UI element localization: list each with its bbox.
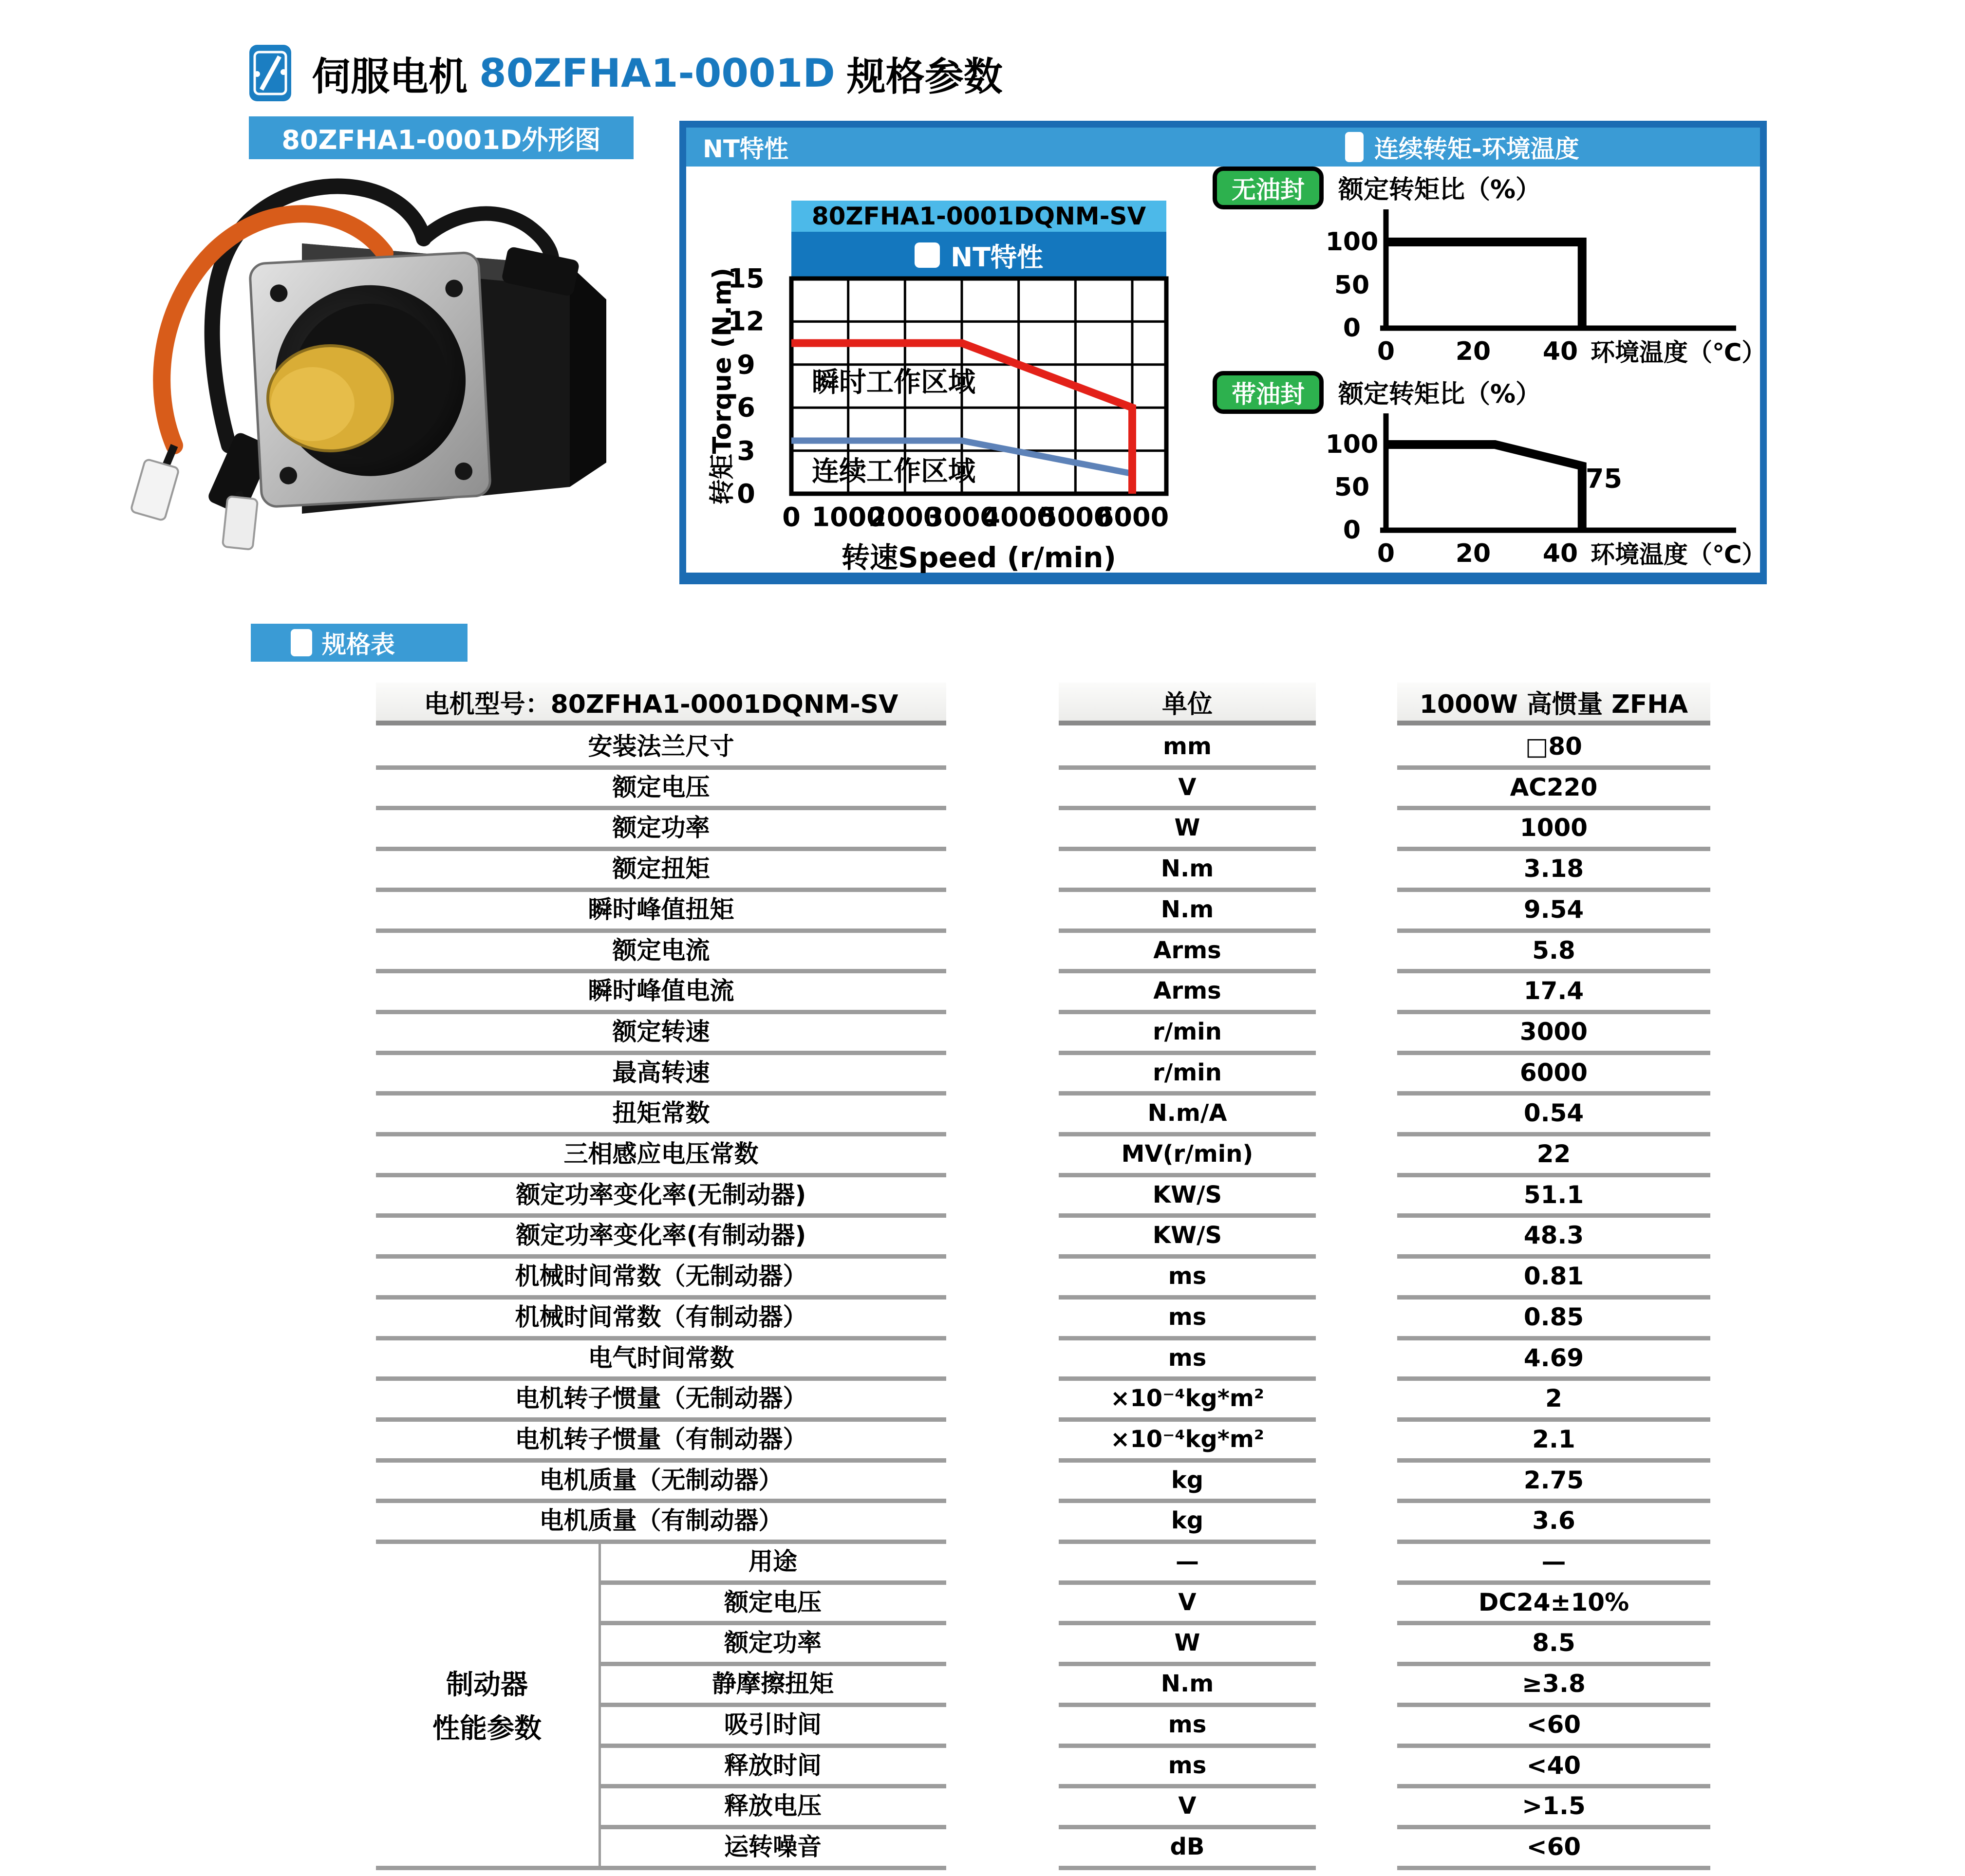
spec-row-unit: ms [1168, 1303, 1207, 1331]
nt-region-label: 瞬时工作区域 [812, 367, 975, 399]
spec-row-value: 3.6 [1532, 1506, 1575, 1535]
spec-row-name: 机械时间常数（无制动器） [515, 1262, 807, 1291]
nt-x-tick: 5000 [1039, 502, 1112, 533]
spec-row-name: 额定功率 [724, 1629, 822, 1657]
nt-y-tick: 0 [737, 478, 755, 509]
spec-row-name: 电机质量（无制动器） [539, 1466, 783, 1494]
page-title-suffix: 规格参数 [846, 54, 1003, 99]
nt-y-tick: 12 [728, 306, 765, 337]
nt-chart-subtitle: NT特性 [950, 241, 1044, 273]
spec-row-name: 静摩擦扭矩 [712, 1670, 834, 1698]
spec-row-value: 3000 [1519, 1017, 1588, 1046]
chart-b-y-tick: 0 [1343, 516, 1361, 545]
spec-row-name: 电机转子惯量（无制动器） [515, 1384, 807, 1413]
spec-row-unit: N.m [1160, 895, 1214, 923]
panel-header-right: 连续转矩-环境温度 [1374, 135, 1579, 163]
spec-row-name: 扭矩常数 [612, 1099, 710, 1128]
nt-x-axis-title: 转速Speed (r/min) [841, 541, 1117, 574]
checkbox-icon [915, 242, 940, 268]
spec-row-name: 瞬时峰值扭矩 [588, 895, 734, 924]
nt-x-tick: 1000 [811, 502, 885, 533]
nt-x-tick: 0 [782, 502, 801, 533]
spec-row-value: 3.18 [1523, 854, 1584, 883]
spec-row-unit: ×10⁻⁴kg*m² [1110, 1425, 1264, 1453]
spec-row-value: DC24±10% [1478, 1588, 1629, 1616]
chart-b-annotation: 75 [1585, 463, 1623, 494]
nt-y-tick: 9 [737, 349, 755, 380]
spec-row-value: ≥3.8 [1522, 1670, 1586, 1698]
no-oil-seal-badge: 无油封 [1213, 167, 1324, 209]
nt-x-tick: 6000 [1095, 502, 1169, 533]
row-divider [1397, 1866, 1710, 1870]
spec-row-name: 释放电压 [724, 1792, 822, 1820]
spec-row-value: 22 [1536, 1140, 1571, 1168]
spec-row-value: 0.85 [1523, 1302, 1584, 1331]
spec-row-unit: r/min [1153, 1018, 1222, 1045]
spec-row-value: 8.5 [1532, 1629, 1575, 1657]
nt-y-tick: 15 [728, 263, 765, 294]
spec-row-value: 0.81 [1523, 1262, 1584, 1291]
spec-row-name: 安装法兰尺寸 [588, 732, 734, 761]
motor-photo-illustration [83, 170, 677, 570]
spec-row-value: 51.1 [1523, 1180, 1584, 1209]
brake-group-label-line2: 性能参数 [432, 1713, 542, 1745]
spec-row-unit: ms [1168, 1710, 1207, 1738]
spec-row-unit: ms [1168, 1751, 1207, 1779]
spec-row-unit: V [1178, 1588, 1197, 1616]
nt-y-tick: 3 [737, 435, 755, 466]
spec-row-unit: ms [1168, 1344, 1207, 1372]
spec-row-unit: r/min [1153, 1059, 1222, 1086]
spec-row-unit: W [1174, 1629, 1200, 1657]
spec-row-name: 额定功率 [612, 814, 710, 842]
spec-row-value: 2 [1545, 1384, 1562, 1413]
spec-row-name: 释放时间 [724, 1751, 822, 1780]
spec-row-unit: V [1178, 773, 1197, 801]
spec-row-name: 机械时间常数（有制动器） [515, 1302, 807, 1331]
spec-row-name: 电机质量（有制动器） [539, 1506, 783, 1535]
spec-row-unit: N.m/A [1147, 1099, 1227, 1127]
panel-header-left: NT特性 [703, 135, 788, 163]
spec-row-value: 48.3 [1523, 1221, 1584, 1250]
nt-y-tick: 6 [737, 392, 755, 423]
servo-motor-icon [249, 45, 291, 101]
checkbox-icon [291, 629, 312, 656]
nt-region-label: 连续工作区域 [812, 455, 975, 487]
spec-row-value: 17.4 [1523, 977, 1584, 1005]
table-header-series: 1000W 高惯量 ZFHA [1397, 683, 1710, 725]
nt-x-tick: 4000 [982, 502, 1055, 533]
checkbox-icon [1345, 132, 1364, 162]
chart-a-y-tick: 100 [1325, 227, 1379, 257]
spec-row-unit: N.m [1160, 1670, 1214, 1698]
spec-row-value: 5.8 [1532, 936, 1575, 965]
spec-row-name: 瞬时峰值电流 [588, 977, 734, 1005]
spec-row-name: 额定功率变化率(无制动器) [516, 1180, 806, 1209]
spec-row-value: 4.69 [1523, 1343, 1584, 1372]
spec-row-name: 额定电流 [612, 936, 710, 965]
spec-row-value: □80 [1525, 732, 1582, 761]
spec-row-name: 额定电压 [724, 1588, 822, 1616]
spec-row-value: 6000 [1519, 1058, 1588, 1087]
table-header-unit: 单位 [1059, 683, 1316, 725]
chart-a-x-title: 环境温度（℃） [1591, 338, 1766, 367]
spec-row-name: 最高转速 [612, 1058, 710, 1087]
spec-row-unit: kg [1171, 1466, 1204, 1494]
spec-row-unit: ms [1168, 1263, 1207, 1290]
chart-a-x-tick: 0 [1377, 337, 1395, 366]
chart-b-y-tick: 100 [1325, 430, 1379, 459]
chart-a-y-tick: 0 [1343, 314, 1361, 343]
nt-x-tick: 3000 [925, 502, 999, 533]
page-title-prefix: 伺服电机 [312, 54, 468, 99]
outline-drawing-label: 80ZFHA1-0001D外形图 [249, 116, 634, 159]
spec-row-unit: Arms [1153, 936, 1221, 964]
spec-row-name: 吸引时间 [724, 1710, 822, 1739]
spec-row-unit: — [1176, 1548, 1199, 1575]
chart-a-x-tick: 40 [1542, 337, 1578, 366]
nt-x-tick: 2000 [868, 502, 942, 533]
chart-b-y-tick: 50 [1334, 473, 1370, 502]
spec-table-section-title: 规格表 [322, 631, 395, 659]
chart-b-y-title: 额定转矩比（%） [1338, 379, 1541, 409]
page-title-model: 80ZFHA1-0001D [479, 50, 835, 96]
chart-b-x-tick: 0 [1377, 539, 1395, 568]
spec-row-value: >1.5 [1522, 1792, 1586, 1820]
spec-row-value: <60 [1526, 1832, 1581, 1861]
chart-b-x-title: 环境温度（℃） [1591, 540, 1766, 569]
brake-group-separator [599, 1542, 601, 1868]
chart-b-x-tick: 40 [1542, 539, 1578, 568]
spec-row-value: <60 [1526, 1710, 1581, 1739]
spec-row-unit: Arms [1153, 977, 1221, 1005]
spec-row-unit: W [1174, 814, 1200, 842]
spec-row-unit: KW/S [1152, 1181, 1222, 1208]
chart-a-y-title: 额定转矩比（%） [1338, 175, 1541, 204]
spec-row-unit: N.m [1160, 855, 1214, 883]
spec-row-value: 9.54 [1523, 895, 1584, 924]
spec-row-name: 电气时间常数 [588, 1343, 734, 1372]
spec-row-name: 电机转子惯量（有制动器） [515, 1425, 807, 1453]
spec-row-unit: V [1178, 1792, 1197, 1820]
nt-chart-subtitle-bar [791, 232, 1166, 279]
spec-row-unit: KW/S [1152, 1222, 1222, 1249]
spec-row-unit: dB [1170, 1833, 1205, 1860]
spec-row-value: AC220 [1510, 773, 1598, 801]
chart-b-x-tick: 20 [1455, 539, 1491, 568]
spec-row-name: 用途 [749, 1547, 797, 1576]
with-oil-seal-badge: 带油封 [1213, 371, 1324, 414]
spec-row-value: <40 [1526, 1751, 1581, 1780]
nt-chart-model-bar: 80ZFHA1-0001DQNM-SV [791, 201, 1166, 232]
chart-a-y-tick: 50 [1334, 270, 1370, 300]
brake-group-label-line1: 制动器 [446, 1669, 528, 1701]
spec-row-name: 三相感应电压常数 [563, 1140, 759, 1168]
nt-y-axis-title: 转矩Torque (N.m) [708, 267, 737, 505]
spec-row-unit: MV(r/min) [1121, 1140, 1254, 1168]
spec-row-unit: mm [1162, 733, 1212, 760]
table-header-model: 电机型号：80ZFHA1-0001DQNM-SV [376, 683, 946, 725]
chart-a-x-tick: 20 [1455, 337, 1491, 366]
spec-row-name: 额定扭矩 [612, 854, 710, 883]
spec-row-value: — [1541, 1547, 1566, 1576]
page-title [312, 45, 1003, 101]
spec-row-name: 额定功率变化率(有制动器) [516, 1221, 806, 1250]
panel-header-bar [686, 128, 1760, 167]
spec-row-name: 运转噪音 [724, 1832, 822, 1861]
spec-table-section-bar [251, 624, 468, 662]
row-divider [376, 1866, 946, 1870]
spec-row-unit: kg [1171, 1507, 1204, 1535]
spec-row-name: 额定转速 [612, 1017, 710, 1046]
spec-row-value: 2.75 [1523, 1466, 1584, 1494]
spec-row-unit: ×10⁻⁴kg*m² [1110, 1385, 1264, 1412]
spec-row-value: 2.1 [1532, 1425, 1575, 1453]
spec-row-value: 0.54 [1523, 1099, 1584, 1128]
row-divider [1059, 1866, 1316, 1870]
spec-row-value: 1000 [1519, 814, 1588, 842]
spec-row-name: 额定电压 [612, 773, 710, 801]
